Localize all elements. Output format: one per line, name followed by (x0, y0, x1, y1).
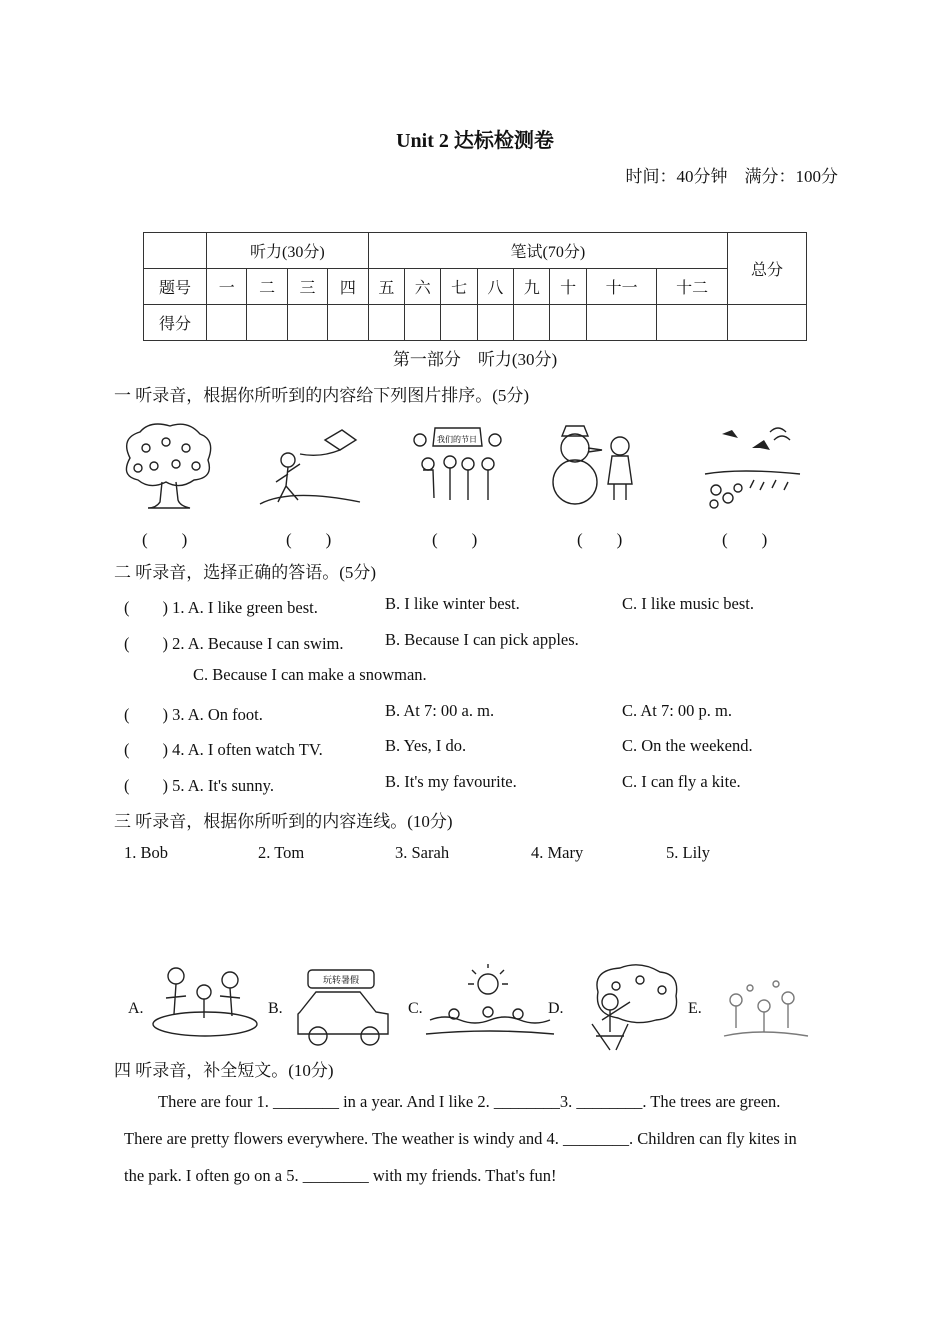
question-1-stem: ( ) 1. A. I like green best. (124, 598, 318, 617)
section-2-heading: 二 听录音，选择正确的答语。(5分) (114, 563, 377, 582)
number-cell: 六 (405, 269, 441, 305)
number-cell: 四 (328, 269, 369, 305)
question-2-option-b: B. Because I can pick apples. (385, 630, 579, 649)
question-4-stem: ( ) 4. A. I often watch TV. (124, 740, 323, 759)
boy-flying-kite-picture (260, 430, 360, 504)
question-3-option-b: B. At 7: 00 a. m. (385, 701, 495, 720)
answer-bracket[interactable]: ( ) (432, 530, 478, 549)
score-cell[interactable] (514, 305, 550, 341)
number-cell: 三 (287, 269, 327, 305)
passage-line-1: There are four 1. ________ in a year. And I like 2. ________3. ________. The trees are green. (158, 1092, 781, 1111)
score-cell[interactable] (550, 305, 586, 341)
festival-banner-text: 我们的节日 (437, 435, 477, 444)
question-4-option-c: C. On the weekend. (622, 736, 753, 755)
section-3-pictures (140, 962, 820, 1054)
score-cell[interactable] (657, 305, 728, 341)
score-cell[interactable] (368, 305, 404, 341)
time-score-info: 时间：40分钟 满分：100分 (625, 167, 838, 186)
number-cell: 十二 (657, 269, 728, 305)
match-name: 2. Tom (258, 843, 305, 862)
question-4-option-b: B. Yes, I do. (385, 736, 467, 755)
score-cell[interactable] (328, 305, 369, 341)
score-cell[interactable] (477, 305, 513, 341)
question-2-stem: ( ) 2. A. Because I can swim. (124, 634, 344, 653)
score-cell[interactable] (728, 305, 807, 341)
number-cell: 十一 (586, 269, 657, 305)
score-cell[interactable] (247, 305, 287, 341)
score-table (143, 232, 807, 341)
writing-header: 笔试(70分) (368, 233, 727, 269)
number-cell: 二 (247, 269, 287, 305)
section-4-heading: 四 听录音，补全短文。(10分) (114, 1061, 334, 1080)
question-1-option-c: C. I like music best. (622, 594, 754, 613)
snowball-picture (724, 981, 808, 1036)
blank-cell (144, 233, 207, 269)
score-cell[interactable] (441, 305, 477, 341)
match-name: 5. Lily (666, 843, 710, 862)
number-cell: 一 (207, 269, 247, 305)
match-name: 3. Sarah (395, 843, 450, 862)
car-sign-text: 玩转暑假 (322, 976, 360, 986)
passage-line-2: There are pretty flowers everywhere. The weather is windy and 4. ________. Children can fly kites in (124, 1129, 797, 1148)
section-1-pictures (110, 418, 810, 514)
section-1-heading: 一 听录音，根据你所听到的内容给下列图片排序。(5分) (114, 386, 530, 405)
score-cell[interactable] (207, 305, 247, 341)
part-one-heading: 第一部分 听力(30分) (392, 350, 558, 369)
birds-flowers-picture (705, 428, 800, 508)
swimming-picture (426, 964, 554, 1034)
option-letter-d: D. (548, 1000, 564, 1017)
total-header: 总分 (728, 233, 807, 305)
option-letter-a: A. (128, 1000, 144, 1017)
row-number-label: 题号 (144, 269, 207, 305)
apple-tree-picture (126, 424, 210, 508)
number-cell: 九 (514, 269, 550, 305)
option-letter-c: C. (408, 1000, 423, 1017)
number-cell: 七 (441, 269, 477, 305)
children-festival-picture (414, 428, 501, 500)
section-3-heading: 三 听录音，根据你所听到的内容连线。(10分) (114, 812, 453, 831)
question-5-option-c: C. I can fly a kite. (622, 772, 741, 791)
family-picnic-picture (153, 968, 257, 1036)
match-name: 4. Mary (531, 843, 584, 862)
score-cell[interactable] (287, 305, 327, 341)
question-5-option-b: B. It's my favourite. (385, 772, 517, 791)
snowman-picture (553, 426, 632, 504)
answer-bracket[interactable]: ( ) (577, 530, 623, 549)
question-5-stem: ( ) 5. A. It's sunny. (124, 776, 274, 795)
option-letter-e: E. (688, 1000, 702, 1017)
score-cell[interactable] (405, 305, 441, 341)
car-luggage-picture (298, 970, 388, 1045)
picking-apples-picture (592, 965, 677, 1050)
question-1-option-b: B. I like winter best. (385, 594, 520, 613)
option-letter-b: B. (268, 1000, 283, 1017)
answer-bracket[interactable]: ( ) (142, 530, 188, 549)
row-score-label: 得分 (144, 305, 207, 341)
question-3-stem: ( ) 3. A. On foot. (124, 705, 263, 724)
question-2-option-c: C. Because I can make a snowman. (193, 665, 427, 684)
passage-line-3: the park. I often go on a 5. ________ with my friends. That's fun! (124, 1166, 557, 1185)
question-3-option-c: C. At 7: 00 p. m. (622, 701, 733, 720)
match-name: 1. Bob (124, 843, 169, 862)
answer-bracket[interactable]: ( ) (286, 530, 332, 549)
number-cell: 五 (368, 269, 404, 305)
number-cell: 八 (477, 269, 513, 305)
answer-bracket[interactable]: ( ) (722, 530, 768, 549)
listening-header: 听力(30分) (207, 233, 369, 269)
number-cell: 十 (550, 269, 586, 305)
score-cell[interactable] (586, 305, 657, 341)
page-title: Unit 2 达标检测卷 (396, 130, 554, 152)
